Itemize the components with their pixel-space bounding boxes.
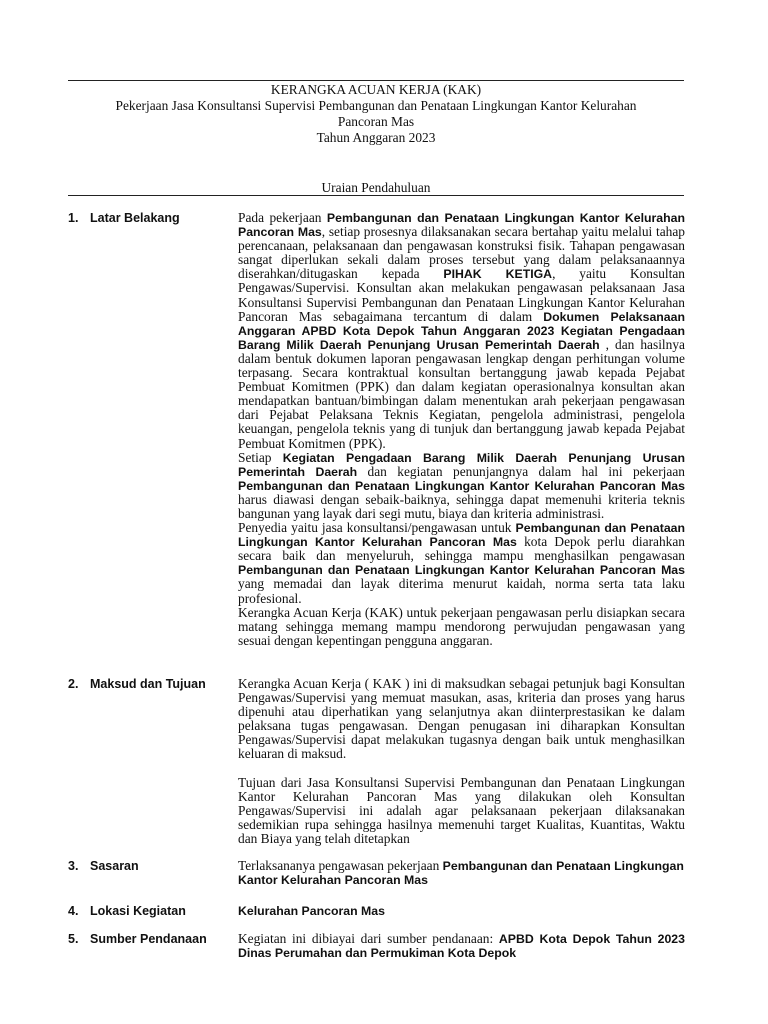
bold-text-run: PIHAK KETIGA: [443, 267, 553, 282]
bold-text-run: Pembangunan dan Penataan Lingkungan Kantor Kelurahan Pancoran Mas: [238, 211, 686, 240]
paragraph: [238, 451, 685, 521]
bold-text-run: Pembangunan dan Penataan Lingkungan Kantor Kelurahan Pancoran Mas: [238, 478, 685, 493]
paragraph: [238, 776, 685, 846]
paragraph: [238, 677, 685, 762]
doc-fiscal-year: Tahun Anggaran 2023: [316, 130, 436, 145]
item-number: 1.: [68, 211, 79, 225]
text-run: yang memadai dan layak diterima menurut kaidah, norma serta tata laku profesional.: [238, 576, 685, 606]
item-body: [238, 904, 685, 918]
text-run: Kerangka Acuan Kerja (KAK) untuk pekerjaan pengawasan perlu disiapkan secara matang sehingga memang mampu mendorong perwujudan pengawasan yang sesuai dengan kepentingan pengguna anggaran.: [238, 604, 685, 648]
document-header: [68, 82, 684, 146]
paragraph: [238, 521, 685, 606]
doc-subtitle: Pekerjaan Jasa Konsultansi Supervisi Pembangunan dan Penataan Lingkungan Kantor Kelurahan: [115, 98, 637, 113]
text-run: harus diawasi dengan sebaik-baiknya, sehingga dapat memenuhi kriteria teknis bangunan yang layak dari segi mutu, biaya dan kriteria administrasi.: [238, 491, 685, 521]
text-run: Penyedia yaitu jasa konsultansi/pengawasan untuk: [238, 520, 516, 536]
text-run: Kerangka Acuan Kerja ( KAK ) ini di maksudkan sebagai petunjuk bagi Konsultan Pengawas/Supervisi yang memuat masukan, asas, kriteria dan proses yang harus dipenuhi atau diperhatikan yang selanjutnya akan diinterprestasikan ke dalam pelaksana tugas pengawasan. Dengan penugasan ini diharapkan Konsultan Pengawas/Supervisi dapat melakukan tugasnya dengan baik untuk menghasilkan keluaran di maksud.: [238, 676, 685, 762]
bold-text-run: Pembangunan dan Penataan Lingkungan Kantor Kelurahan Pancoran Mas: [238, 521, 686, 550]
item-label: Lokasi Kegiatan: [90, 904, 186, 918]
bold-text-run: Pembangunan dan Penataan Lingkungan Kantor Kelurahan Pancoran Mas: [238, 859, 684, 888]
doc-subtitle-cont: Pancoran Mas: [337, 114, 415, 129]
text-run: Setiap: [238, 449, 283, 465]
text-run: dan kegiatan penunjangnya dalam hal ini pekerjaan: [357, 463, 685, 479]
item-number: 4.: [68, 904, 79, 918]
item-label: Sasaran: [90, 859, 139, 873]
doc-title: KERANGKA ACUAN KERJA (KAK): [270, 82, 482, 97]
paragraph: [238, 932, 685, 960]
bold-text-run: Pembangunan dan Penataan Lingkungan Kantor Kelurahan Pancoran Mas: [238, 563, 685, 578]
text-run: Kegiatan ini dibiayai dari sumber pendanaan:: [238, 931, 499, 946]
top-rule: [68, 80, 684, 81]
paragraph: [238, 904, 685, 918]
item-label: Sumber Pendanaan: [90, 932, 207, 946]
item-number: 3.: [68, 859, 79, 873]
text-run: Terlaksananya pengawasan pekerjaan: [238, 858, 443, 873]
bold-text-run: APBD Kota Depok Tahun 2023 Dinas Perumahan dan Permukiman Kota Depok: [238, 932, 685, 961]
item-body: [238, 677, 685, 846]
text-run: , setiap prosesnya dilaksanakan secara bertahap yaitu melalui tahap perencanaan, pelaksanaan dan pengawasan konstruksi fisik. Tahapan pengawasan sangat diperlukan sekali dalam proses tersebut yang dalam pelaksanaannya diserahkan/ditugaskan kepada: [238, 224, 685, 282]
section-title: Uraian Pendahuluan: [321, 180, 431, 195]
item-number: 5.: [68, 932, 79, 946]
item-body: [238, 211, 685, 648]
item-label: Maksud dan Tujuan: [90, 677, 206, 691]
text-run: kota Depok perlu diarahkan secara baik dan menyeluruh, sehingga mampu menghasilkan pengawasan: [238, 534, 686, 564]
text-run: , yaitu Konsultan Pengawas/Supervisi. Konsultan akan melakukan pengawasan pelaksanaan Jasa Konsultansi Supervisi Pembangunan dan Penataan Lingkungan Kantor Kelurahan Pancoran Mas sebagaimana tercantum di dalam: [238, 266, 685, 324]
text-run: Pada pekerjaan: [238, 210, 327, 225]
text-run: , dan hasilnya dalam bentuk dokumen laporan pengawasan lengkap dengan perhitungan volume terpasang. Secara kontraktual konsultan bertanggung jawab kepada Pejabat Pembuat Komitmen (PPK) dan dalam kegiatan operasionalnya konsultan akan mendapatkan bantuan/bimbingan dalam menentukan arah pekerjaan pengawasan dari Pejabat Pelaksana Teknis Kegiatan, pengelola administrasi, pengelola keuangan, pengelola teknis yang di tunjuk dan bertanggung jawab kepada Pejabat Pembuat Komitmen (PPK).: [238, 336, 685, 451]
bold-text-run: Kelurahan Pancoran Mas: [238, 904, 385, 918]
section-rule: [68, 195, 684, 196]
paragraph: [238, 211, 685, 451]
item-label: Latar Belakang: [90, 211, 180, 225]
bold-text-run: Dokumen Pelaksanaan Anggaran APBD Kota Depok Tahun Anggaran 2023 Kegiatan Pengadaan Barang Milik Daerah Penunjang Urusan Pemerintah Daerah: [238, 309, 685, 352]
paragraph: [238, 859, 685, 887]
paragraph: [238, 606, 685, 648]
bold-text-run: Kegiatan Pengadaan Barang Milik Daerah Penunjang Urusan Pemerintah Daerah: [238, 450, 685, 479]
item-body: [238, 859, 685, 887]
item-body: [238, 932, 685, 960]
text-run: Tujuan dari Jasa Konsultansi Supervisi Pembangunan dan Penataan Lingkungan Kantor Kelurahan Pancoran Mas yang dilakukan oleh Konsultan Pengawas/Supervisi ini adalah agar pelaksanaan pekerjaan dilaksanakan sedemikian rupa sehingga hasilnya memenuhi target Kualitas, Kuantitas, Waktu dan Biaya yang telah ditetapkan: [238, 774, 685, 846]
item-number: 2.: [68, 677, 79, 691]
